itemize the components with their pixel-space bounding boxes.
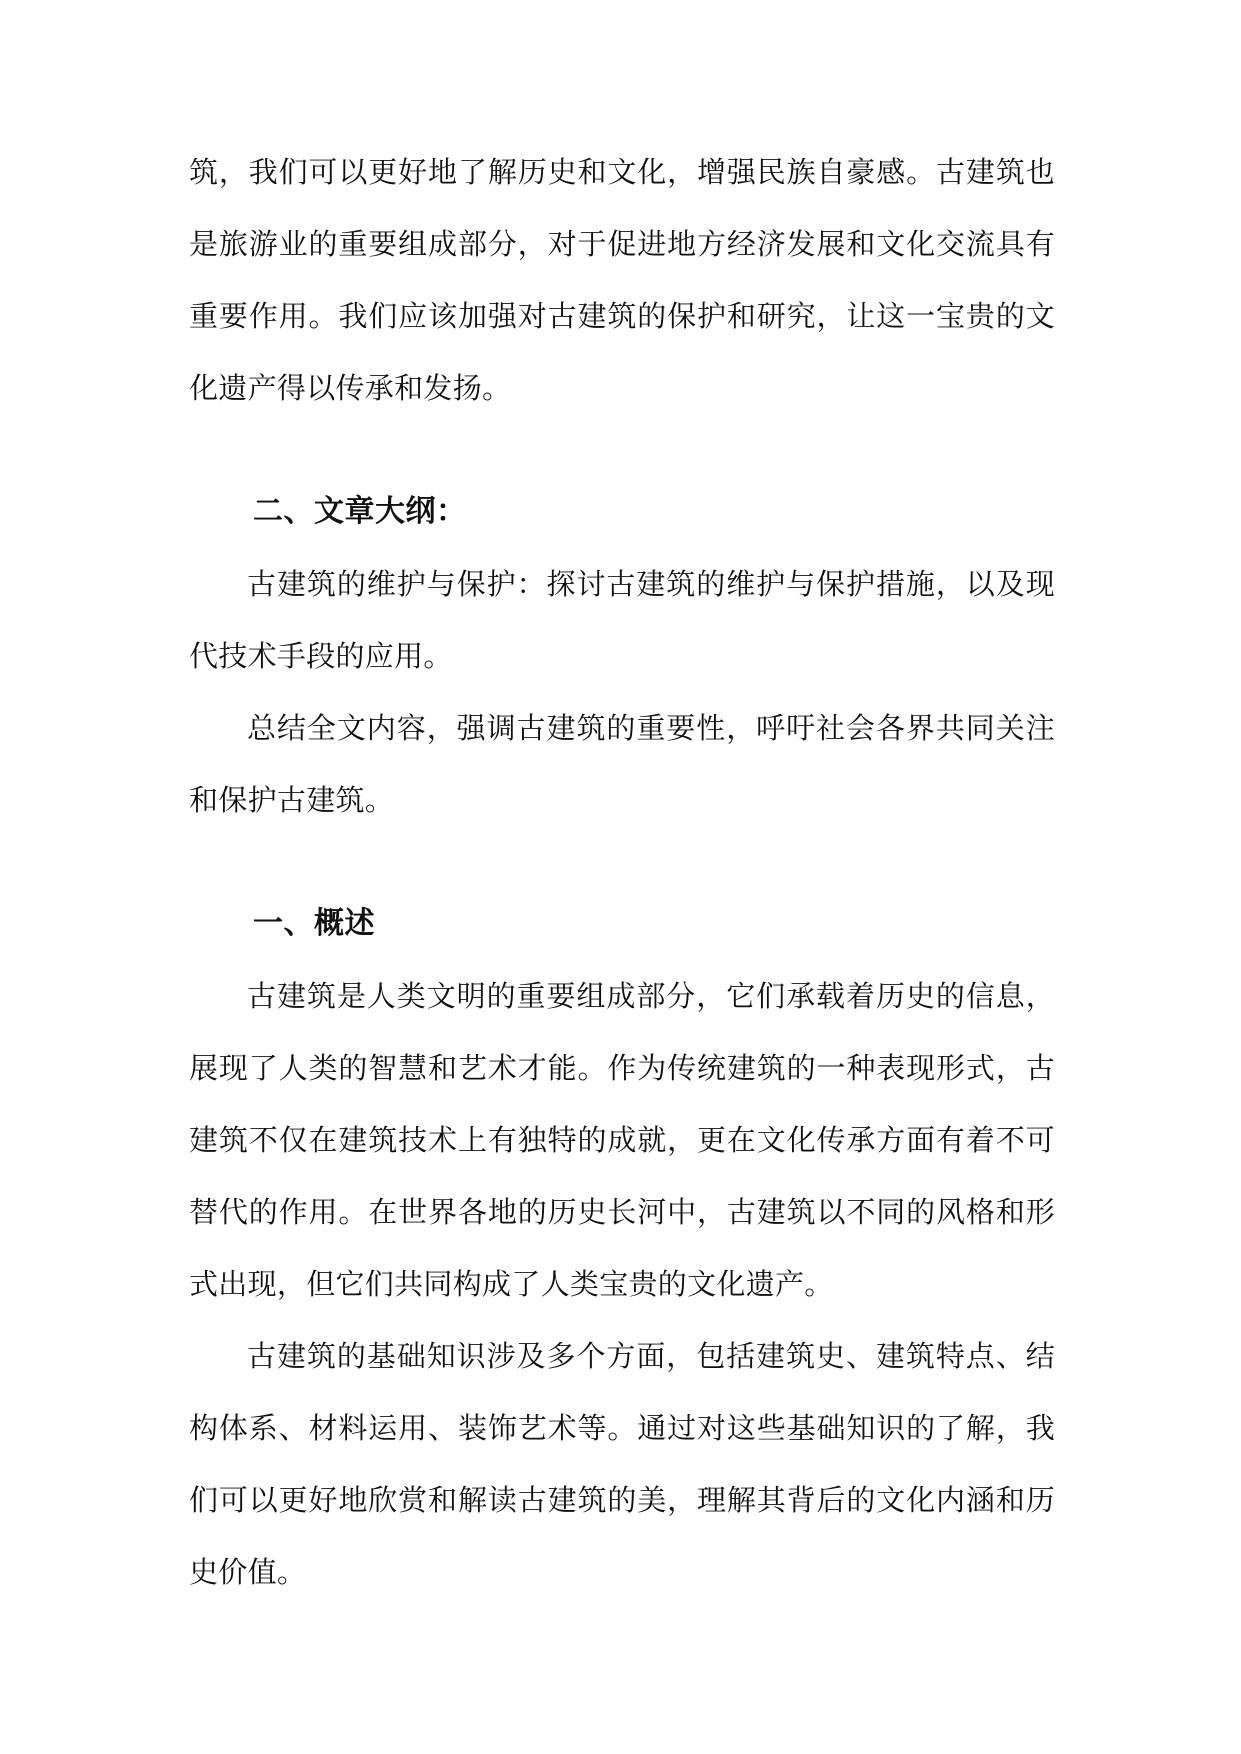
outline-paragraph: 总结全文内容，强调古建筑的重要性，呼吁社会各界共同关注和保护古建筑。 — [189, 711, 1055, 817]
section-heading-overview: 一、概述 — [253, 906, 375, 941]
document-body — [189, 136, 1055, 1608]
section-heading-outline: 二、文章大纲： — [253, 494, 467, 529]
intro-paragraph: 筑，我们可以更好地了解历史和文化，增强民族自豪感。古建筑也是旅游业的重要组成部分，对于促进地方经济发展和文化交流具有重要作用。我们应该加强对古建筑的保护和研究，让这一宝贵的文化遗产得以传承和发扬。 — [189, 155, 1055, 405]
spacer — [189, 836, 1055, 888]
outline-paragraph: 古建筑的维护与保护：探讨古建筑的维护与保护措施，以及现代技术手段的应用。 — [189, 567, 1055, 673]
overview-paragraph: 古建筑是人类文明的重要组成部分，它们承载着历史的信息，展现了人类的智慧和艺术才能。作为传统建筑的一种表现形式，古建筑不仅在建筑技术上有独特的成就，更在文化传承方面有着不可替代的作用。在世界各地的历史长河中，古建筑以不同的风格和形式出现，但它们共同构成了人类宝贵的文化遗产。 — [189, 979, 1055, 1301]
spacer — [189, 424, 1055, 476]
overview-paragraph: 古建筑的基础知识涉及多个方面，包括建筑史、建筑特点、结构体系、材料运用、装饰艺术等。通过对这些基础知识的了解，我们可以更好地欣赏和解读古建筑的美，理解其背后的文化内涵和历史价值。 — [189, 1339, 1055, 1589]
